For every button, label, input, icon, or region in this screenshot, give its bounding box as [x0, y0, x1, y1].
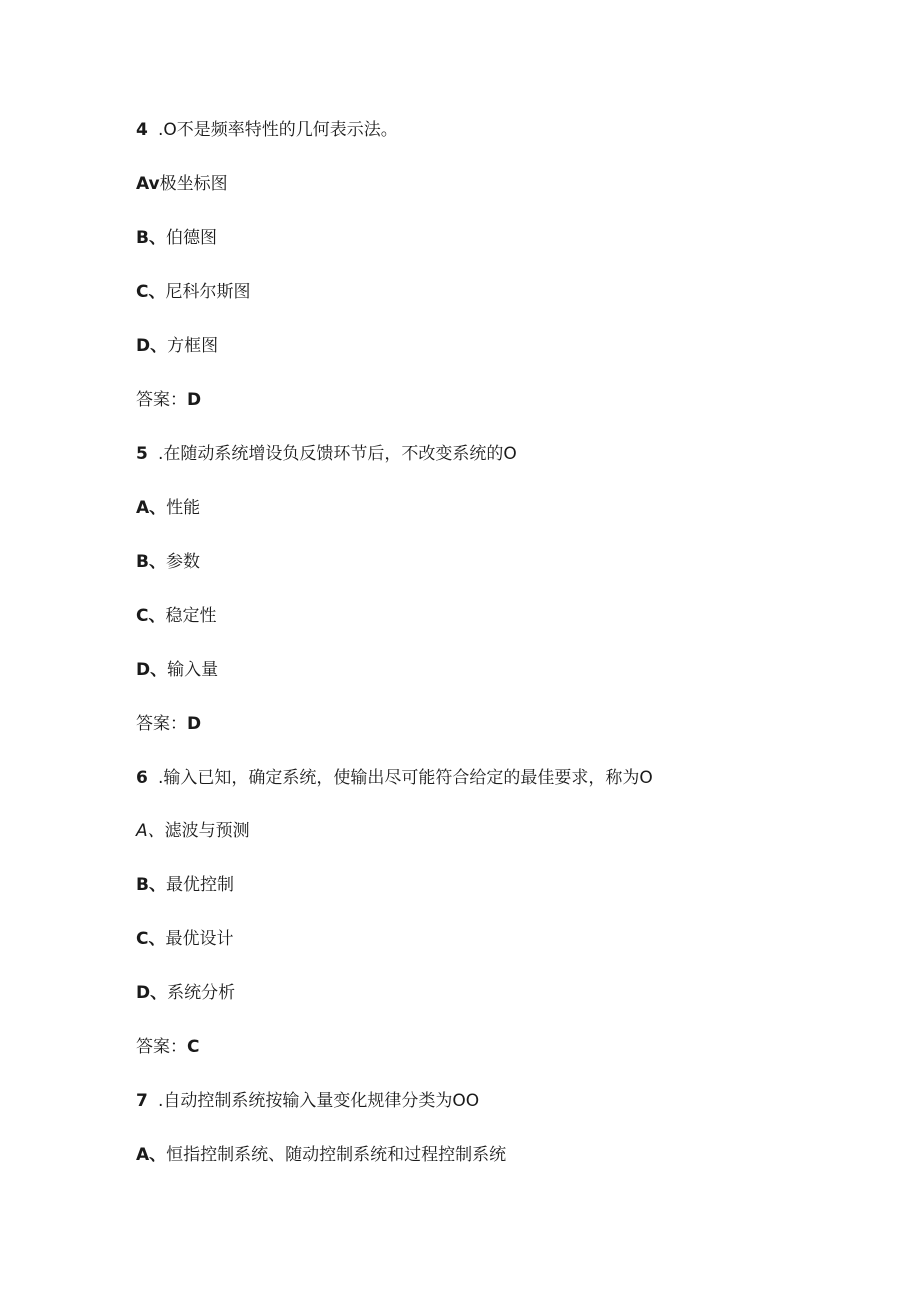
answer-label: 答案：	[136, 1037, 187, 1057]
answer-label: 答案：	[136, 714, 187, 734]
question-5	[136, 443, 517, 465]
option-text: 方框图	[167, 336, 219, 356]
question-text: .自动控制系统按输入量变化规律分类为OO	[158, 1091, 480, 1111]
option-letter: B、	[136, 875, 166, 895]
option-letter: C、	[136, 606, 166, 626]
option-a	[136, 1144, 506, 1166]
option-letter: Av	[136, 174, 160, 194]
option-text: 最优设计	[165, 929, 234, 949]
option-text: 恒指控制系统、随动控制系统和过程控制系统	[166, 1145, 507, 1165]
question-number: 6	[136, 768, 148, 788]
option-c	[136, 281, 250, 303]
option-b	[136, 874, 234, 896]
option-d	[136, 335, 218, 357]
question-text: .O不是频率特性的几何表示法。	[158, 120, 398, 140]
option-a	[136, 173, 228, 195]
answer-value: D	[187, 714, 202, 734]
option-c	[136, 605, 216, 627]
question-number: 4	[136, 120, 148, 140]
option-b	[136, 227, 217, 249]
option-letter: D、	[136, 983, 168, 1003]
option-d	[136, 982, 235, 1004]
option-d	[136, 659, 218, 681]
option-letter: A、	[136, 498, 167, 518]
question-text: .输入已知，确定系统，使输出尽可能符合给定的最佳要求，称为O	[158, 768, 653, 788]
answer	[136, 713, 201, 735]
option-text: 输入量	[167, 660, 219, 680]
option-letter: D、	[136, 336, 168, 356]
option-letter: C、	[136, 929, 166, 949]
option-text: 极坐标图	[159, 174, 228, 194]
option-text: 尼科尔斯图	[165, 282, 251, 302]
option-text: 性能	[166, 498, 201, 518]
answer	[136, 1036, 199, 1058]
option-text: 滤波与预测	[164, 821, 250, 841]
question-6	[136, 767, 653, 789]
option-letter: D、	[136, 660, 168, 680]
question-7	[136, 1090, 479, 1112]
option-text: 伯德图	[165, 228, 217, 248]
question-number: 5	[136, 444, 148, 464]
question-4	[136, 119, 398, 141]
option-letter: B、	[136, 228, 166, 248]
option-b	[136, 551, 200, 573]
answer-value: D	[187, 390, 202, 410]
answer-label: 答案：	[136, 390, 187, 410]
option-letter: C、	[136, 282, 166, 302]
option-text: 稳定性	[165, 606, 217, 626]
question-number: 7	[136, 1091, 148, 1111]
option-letter: A、	[136, 1145, 167, 1165]
option-c	[136, 928, 233, 950]
option-letter: B、	[136, 552, 166, 572]
answer	[136, 389, 201, 411]
option-a	[136, 497, 200, 519]
option-letter: A、	[136, 821, 165, 841]
question-text: .在随动系统增设负反馈环节后，不改变系统的O	[158, 444, 517, 464]
option-a	[136, 820, 250, 842]
option-text: 最优控制	[165, 875, 234, 895]
option-text: 参数	[165, 552, 200, 572]
answer-value: C	[187, 1037, 200, 1057]
option-text: 系统分析	[167, 983, 236, 1003]
